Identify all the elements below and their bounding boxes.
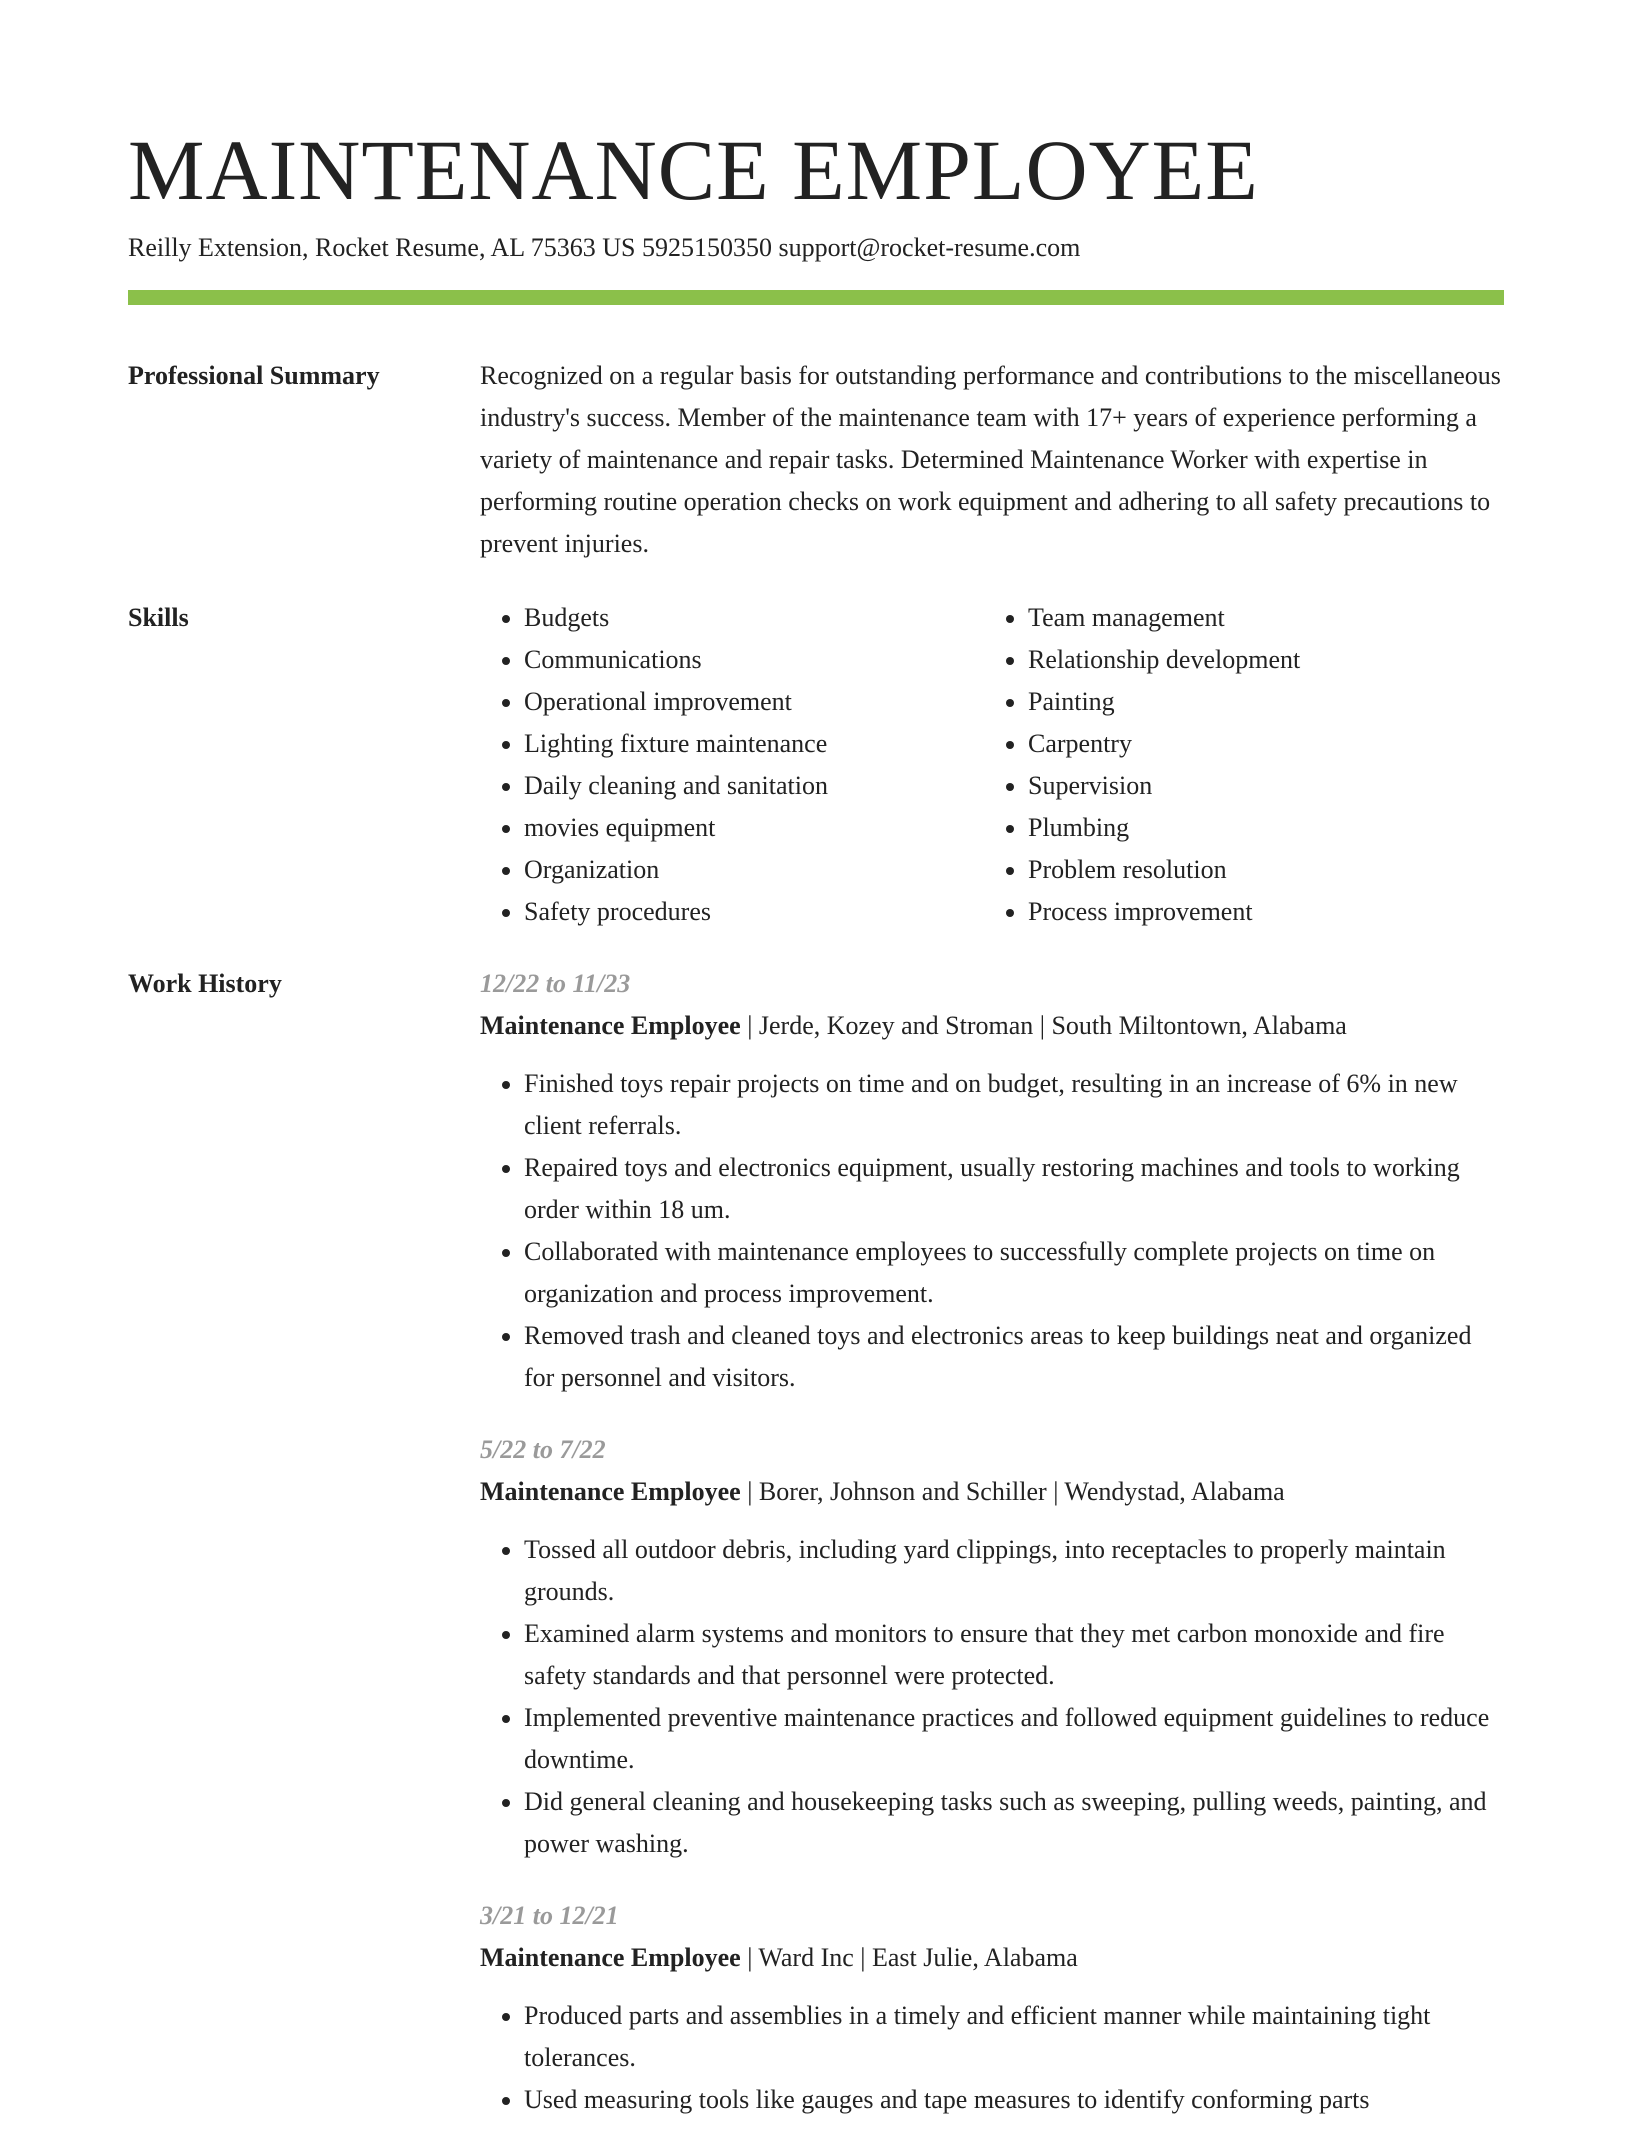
job-heading <box>480 1937 1504 1979</box>
job-heading <box>480 1005 1504 1047</box>
job-bullet: • Used measuring tools like gauges and tape measures to identify conforming parts <box>524 2079 1504 2121</box>
skills-list-right <box>984 597 1488 933</box>
job-bullets <box>480 1995 1504 2121</box>
skill-item: • Process improvement <box>1028 891 1488 933</box>
skill-item: • Plumbing <box>1028 807 1488 849</box>
job-details: | Borer, Johnson and Schiller | Wendystad, Alabama <box>740 1477 1285 1506</box>
skill-item: • Organization <box>524 849 984 891</box>
job-bullet: • Collaborated with maintenance employees to successfully complete projects on time on organization and process improvement. <box>524 1231 1504 1315</box>
skill-item: • movies equipment <box>524 807 984 849</box>
job-bullets <box>480 1063 1504 1399</box>
job-title: Maintenance Employee <box>480 1477 741 1506</box>
work-history-label: Work History <box>128 969 282 998</box>
job-bullet: • Produced parts and assemblies in a timely and efficient manner while maintaining tight tolerances. <box>524 1995 1504 2079</box>
job-bullet: • Did general cleaning and housekeeping tasks such as sweeping, pulling weeds, painting, and power washing. <box>524 1781 1504 1865</box>
skills-list-left <box>480 597 984 933</box>
job-entry <box>480 963 1504 1399</box>
summary-section <box>128 355 1504 565</box>
skill-item: • Daily cleaning and sanitation <box>524 765 984 807</box>
resume-page <box>128 0 1504 2151</box>
job-bullet: • Removed trash and cleaned toys and electronics areas to keep buildings neat and organized for personnel and visitors. <box>524 1315 1504 1399</box>
job-entry <box>480 1429 1504 1865</box>
skill-item: • Budgets <box>524 597 984 639</box>
job-dates: 5/22 to 7/22 <box>480 1435 606 1464</box>
skills-label: Skills <box>128 603 189 632</box>
contact-line: Reilly Extension, Rocket Resume, AL 75363 US 5925150350 support@rocket-resume.com <box>128 233 1081 262</box>
work-history-section <box>128 963 1504 2151</box>
skill-item: • Communications <box>524 639 984 681</box>
job-title: Maintenance Employee <box>480 1011 741 1040</box>
job-dates: 3/21 to 12/21 <box>480 1901 619 1930</box>
skill-item: • Carpentry <box>1028 723 1488 765</box>
candidate-name: MAINTENANCE EMPLOYEE <box>128 122 1259 218</box>
job-heading <box>480 1471 1504 1513</box>
skill-item: • Painting <box>1028 681 1488 723</box>
job-details: | Jerde, Kozey and Stroman | South Miltontown, Alabama <box>740 1011 1347 1040</box>
job-bullet: • Finished toys repair projects on time and on budget, resulting in an increase of 6% in new client referrals. <box>524 1063 1504 1147</box>
skill-item: • Lighting fixture maintenance <box>524 723 984 765</box>
skill-item: • Supervision <box>1028 765 1488 807</box>
job-title: Maintenance Employee <box>480 1943 741 1972</box>
job-dates: 12/22 to 11/23 <box>480 969 631 998</box>
skill-item: • Problem resolution <box>1028 849 1488 891</box>
summary-label: Professional Summary <box>128 361 380 390</box>
job-bullet: • Implemented preventive maintenance practices and followed equipment guidelines to reduce downtime. <box>524 1697 1504 1781</box>
skill-item: • Team management <box>1028 597 1488 639</box>
job-bullet: • Examined alarm systems and monitors to ensure that they met carbon monoxide and fire safety standards and that personnel were protected. <box>524 1613 1504 1697</box>
job-bullet: • Repaired toys and electronics equipment, usually restoring machines and tools to working order within 18 um. <box>524 1147 1504 1231</box>
job-details: | Ward Inc | East Julie, Alabama <box>740 1943 1078 1972</box>
skills-columns <box>480 597 1504 933</box>
header-divider <box>128 290 1504 305</box>
job-bullet: • Tossed all outdoor debris, including yard clippings, into receptacles to properly maintain grounds. <box>524 1529 1504 1613</box>
skill-item: • Safety procedures <box>524 891 984 933</box>
job-entry <box>480 1895 1504 2121</box>
job-bullets <box>480 1529 1504 1865</box>
skills-section <box>128 597 1504 933</box>
skill-item: • Operational improvement <box>524 681 984 723</box>
summary-text: Recognized on a regular basis for outstanding performance and contributions to the miscellaneous industry's success. Member of the maintenance team with 17+ years of experience performing a variety of maintenance and repair tasks. Determined Maintenance Worker with expertise in performing routine operation checks on work equipment and adhering to all safety precautions to prevent injuries. <box>480 361 1501 558</box>
skill-item: • Relationship development <box>1028 639 1488 681</box>
